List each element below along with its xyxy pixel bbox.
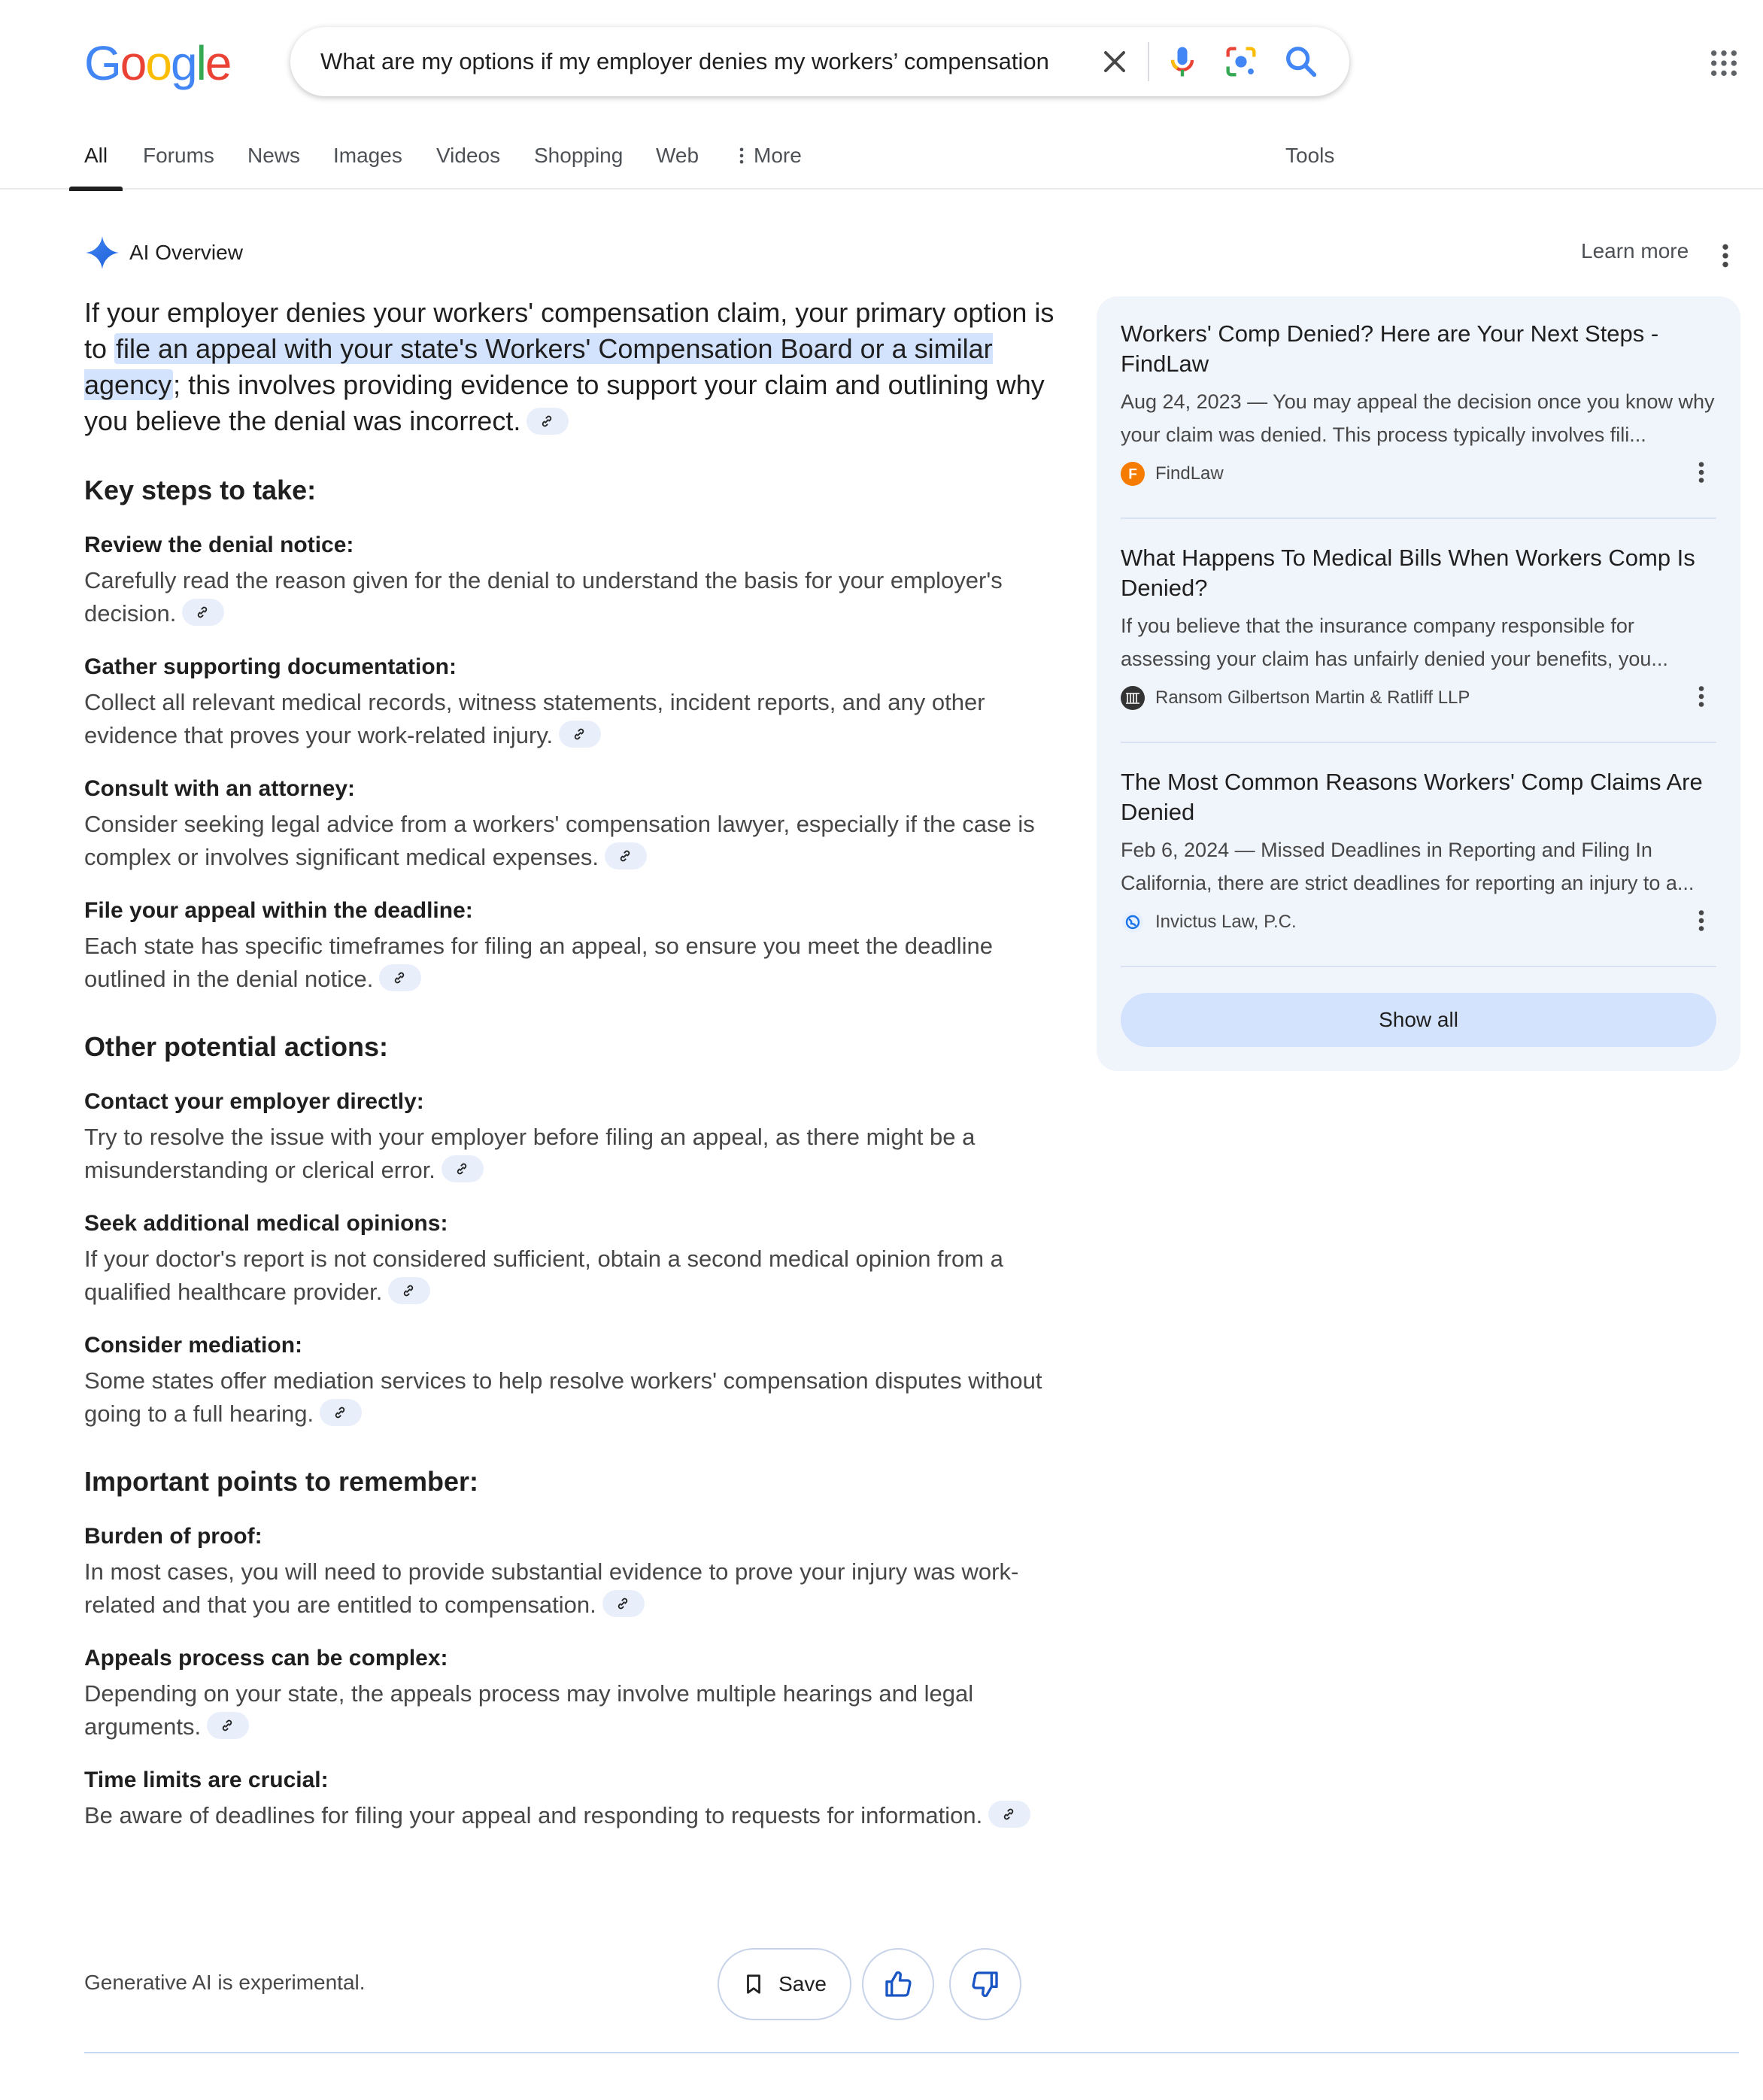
search-box[interactable] — [290, 27, 1349, 96]
item-title: Time limits are crucial: — [84, 1768, 329, 1792]
more-vert-icon — [737, 145, 746, 166]
item-body-text: Consider seeking legal advice from a workers' compensation lawyer, especially if the case is complex or involves significant medical expenses. — [84, 811, 1035, 870]
ai-overview-header — [84, 235, 243, 271]
item-title: Seek additional medical opinions: — [84, 1211, 448, 1236]
item-body — [84, 1121, 1054, 1187]
thumbs-up-icon — [883, 1969, 913, 1999]
link-icon — [454, 1161, 470, 1177]
link-icon — [1000, 1806, 1017, 1822]
link-icon — [332, 1404, 348, 1421]
search-input[interactable]: What are my options if my employer denies my workers’ compensation — [320, 48, 1049, 74]
source-snippet: Aug 24, 2023 — You may appeal the decision once you know why your claim was denied. This process typically involves fili... — [1121, 390, 1715, 446]
lead-text: If your employer denies your workers' compensation claim, your primary option is to — [84, 297, 1054, 364]
tab-forums[interactable]: Forums — [143, 144, 214, 167]
source-card[interactable] — [1121, 767, 1716, 936]
citation-link-button[interactable] — [602, 1590, 645, 1617]
item-body-text: Some states offer mediation services to help resolve workers' compensation disputes without going to a full hearing. — [84, 1367, 1042, 1427]
source-card[interactable] — [1121, 319, 1716, 487]
lead-text-end: ; this involves providing evidence to support your claim and outlining why you believe the denial was incorrect. — [84, 369, 1045, 436]
thumbs-up-button[interactable] — [862, 1948, 934, 2020]
item-title: Burden of proof: — [84, 1524, 262, 1549]
ai-overview-lead — [84, 295, 1054, 439]
source-card[interactable] — [1121, 543, 1716, 712]
item-title: File your appeal within the deadline: — [84, 898, 473, 923]
source-divider — [1121, 517, 1716, 519]
citation-link-button[interactable] — [559, 721, 601, 748]
tools-button[interactable]: Tools — [1285, 144, 1335, 167]
item-body — [84, 686, 1054, 752]
search-icon[interactable] — [1282, 42, 1321, 81]
source-site — [1121, 909, 1716, 936]
item-title: Contact your employer directly: — [84, 1089, 424, 1114]
logo-letter: o — [120, 36, 146, 90]
thumbs-down-icon — [970, 1969, 1000, 1999]
item-title: Review the denial notice: — [84, 533, 354, 557]
item-body-text: Be aware of deadlines for filing your appeal and responding to requests for information. — [84, 1802, 983, 1828]
source-title[interactable]: The Most Common Reasons Workers' Comp Claims Are Denied — [1121, 769, 1703, 825]
citation-link-button[interactable] — [988, 1801, 1030, 1828]
item-body-text: In most cases, you will need to provide substantial evidence to prove your injury was work-related and that you are entitled to compensation. — [84, 1558, 1019, 1618]
link-icon — [539, 413, 555, 429]
search-box-divider — [1148, 42, 1149, 81]
item-body — [84, 564, 1054, 630]
link-icon — [391, 970, 408, 986]
ai-overview-title: AI Overview — [129, 241, 243, 264]
learn-more-link[interactable]: Learn more — [1581, 239, 1689, 262]
tab-more-label: More — [754, 144, 802, 167]
tab-all[interactable]: All — [84, 129, 108, 190]
item-title: Gather supporting documentation: — [84, 654, 457, 679]
tab-news[interactable]: News — [247, 144, 301, 167]
search-tabs — [0, 129, 1763, 190]
citation-link-button[interactable] — [442, 1155, 484, 1182]
item-title: Consult with an attorney: — [84, 776, 355, 801]
tab-videos[interactable]: Videos — [436, 144, 501, 167]
source-snippet: If you believe that the insurance company responsible for assessing your claim has unfairly denied your benefits, you... — [1121, 615, 1668, 670]
source-site — [1121, 460, 1716, 487]
logo-letter: G — [84, 36, 120, 90]
item-body-text: Collect all relevant medical records, witness statements, incident reports, and any other evidence that proves your work-related injury. — [84, 689, 985, 748]
microphone-icon[interactable] — [1163, 42, 1202, 81]
google-logo[interactable] — [84, 36, 231, 90]
item-body — [84, 808, 1054, 874]
more-options-icon[interactable] — [1712, 241, 1739, 271]
law-firm-favicon-icon — [1121, 686, 1145, 710]
citation-link-button[interactable] — [379, 964, 421, 991]
source-site-name: Invictus Law, P.C. — [1155, 912, 1297, 932]
apps-grid-icon[interactable] — [1709, 48, 1739, 78]
logo-letter: o — [145, 36, 171, 90]
section-heading: Other potential actions: — [84, 1031, 389, 1062]
link-icon — [194, 604, 211, 621]
ai-overview-footer — [84, 1948, 1024, 2020]
citation-link-button[interactable] — [526, 408, 569, 435]
item-body-text: If your doctor's report is not considered sufficient, obtain a second medical opinion from a qualified healthcare provider. — [84, 1246, 1003, 1305]
source-site — [1121, 684, 1716, 712]
link-icon — [219, 1717, 235, 1734]
link-icon — [617, 848, 633, 864]
favicon-letter: F — [1128, 466, 1137, 483]
item-title: Appeals process can be complex: — [84, 1646, 448, 1671]
citation-link-button[interactable] — [182, 599, 224, 626]
source-divider — [1121, 742, 1716, 743]
item-body-text: Try to resolve the issue with your employer before filing an appeal, as there might be a misunderstanding or clerical error. — [84, 1124, 976, 1183]
logo-letter: l — [196, 36, 205, 90]
sources-panel — [1097, 296, 1740, 1071]
more-options-icon[interactable] — [1692, 459, 1710, 486]
source-title[interactable]: Workers' Comp Denied? Here are Your Next Steps - FindLaw — [1121, 320, 1659, 377]
citation-link-button[interactable] — [320, 1399, 362, 1426]
more-options-icon[interactable] — [1692, 907, 1710, 934]
item-body-text: Each state has specific timeframes for filing an appeal, so ensure you meet the deadline outlined in the denial notice. — [84, 933, 993, 992]
item-body — [84, 1243, 1054, 1309]
item-body-text: Depending on your state, the appeals process may involve multiple hearings and legal arguments. — [84, 1680, 974, 1740]
tab-images[interactable]: Images — [333, 144, 402, 167]
save-button-label: Save — [778, 1972, 827, 1995]
item-body — [84, 1799, 1054, 1832]
show-all-button[interactable]: Show all — [1121, 993, 1716, 1047]
globe-icon — [1121, 910, 1145, 934]
more-options-icon[interactable] — [1692, 683, 1710, 710]
item-body-text: Carefully read the reason given for the denial to understand the basis for your employer's decision. — [84, 567, 1003, 627]
tab-shopping[interactable]: Shopping — [534, 144, 624, 167]
link-icon — [571, 726, 587, 742]
source-title[interactable]: What Happens To Medical Bills When Workers Comp Is Denied? — [1121, 545, 1695, 601]
tab-web[interactable]: Web — [656, 144, 699, 167]
source-snippet: Feb 6, 2024 — Missed Deadlines in Reporting and Filing In California, there are strict deadlines for reporting an injury to a... — [1121, 839, 1695, 894]
link-icon — [400, 1282, 417, 1299]
logo-letter: g — [170, 36, 196, 90]
experimental-note: Generative AI is experimental. — [84, 1971, 366, 1994]
ai-overview-content — [84, 295, 1054, 1832]
sparkle-icon — [84, 235, 120, 271]
close-icon[interactable] — [1097, 44, 1133, 80]
item-body — [84, 1677, 1054, 1743]
source-divider — [1121, 966, 1716, 967]
item-title: Consider mediation: — [84, 1333, 303, 1358]
item-body — [84, 930, 1054, 996]
google-lens-icon[interactable] — [1221, 42, 1261, 81]
link-icon — [614, 1595, 631, 1612]
lead-highlight[interactable]: file an appeal with your state's Workers' Compensation Board or a similar agency — [84, 333, 993, 400]
logo-letter: e — [205, 36, 231, 90]
findlaw-favicon-icon — [1121, 462, 1145, 486]
source-site-name: FindLaw — [1155, 463, 1224, 484]
section-divider — [84, 2052, 1739, 2053]
citation-link-button[interactable] — [207, 1712, 249, 1739]
section-heading: Key steps to take: — [84, 475, 317, 505]
tab-more[interactable] — [737, 129, 802, 190]
item-body — [84, 1555, 1054, 1622]
source-site-name: Ransom Gilbertson Martin & Ratliff LLP — [1155, 687, 1470, 708]
thumbs-down-button[interactable] — [949, 1948, 1021, 2020]
bookmark-icon — [742, 1973, 765, 1995]
citation-link-button[interactable] — [388, 1277, 430, 1304]
save-button[interactable] — [718, 1948, 851, 2020]
item-body — [84, 1364, 1054, 1431]
section-heading: Important points to remember: — [84, 1466, 479, 1497]
citation-link-button[interactable] — [605, 842, 647, 869]
